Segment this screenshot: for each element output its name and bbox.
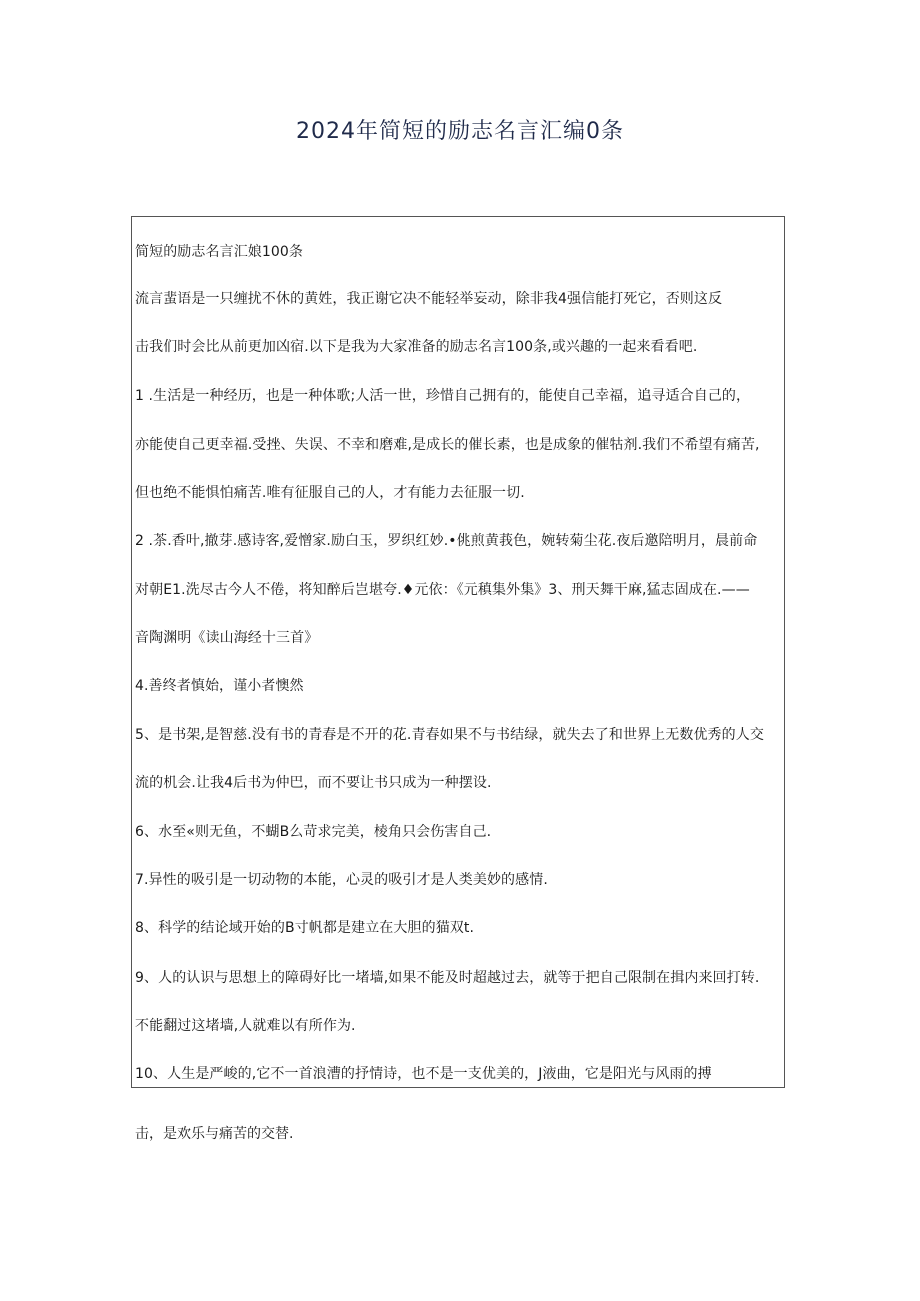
paragraph-line: 亦能使自己更幸福.受挫、失误、不幸和磨难,是成长的催长素，也是成象的催牯剂.我们不希望有痛苦, — [135, 437, 760, 453]
paragraph-line: 5、是书架,是智慈.没有书的青春是不开的花.青春如果不与书结绿，就失去了和世界上无数优秀的人交 — [135, 727, 764, 743]
paragraph-line: 6、水至«则无鱼，不蝴B么苛求完美，棱角只会伤害自己. — [135, 824, 492, 840]
paragraph-line: 7.异性的吸引是一切动物的本能，心灵的吸引才是人类美妙的感情. — [135, 872, 548, 888]
paragraph-line: 4.善终者慎始，谨小者懊然 — [135, 678, 304, 694]
paragraph-line: 8、科学的结论域开始的B寸帆都是建立在大胆的猫双t. — [135, 920, 475, 936]
paragraph-line: 10、人生是严峻的,它不一首浪漕的抒情诗，也不是一支优美的，J液曲，它是阳光与风雨的搏 — [135, 1066, 712, 1082]
trailing-line: 击，是欢乐与痛苦的交替. — [135, 1126, 294, 1142]
paragraph-line: 9、人的认识与思想上的障碍好比一堵墙,如果不能及时超越过去，就等于把自己限制在揖内来回打转. — [135, 970, 760, 986]
paragraph-line: 流的机会.让我4后书为仲巴，而不要让书只成为一种摆设. — [135, 775, 492, 791]
page-title: 2024年简短的励志名言汇编0条 — [296, 119, 624, 144]
paragraph-line: 对朝E1.洗尽古今人不倦，将知醉后岂堪夸.♦元依：《元稹集外集》3、刑天舞干麻,猛志固成在.—— — [135, 582, 750, 598]
paragraph-line: 击我们时会比从前更加凶宿.以下是我为大家准备的励志名言100条,或兴趣的一起来看看吧. — [135, 339, 698, 355]
paragraph-line: 音陶渊明《读山海经十三首》 — [135, 630, 319, 646]
paragraph-line: 1 .生活是一种经历，也是一种体歌;人活一世，珍惜自己拥有的，能使自己幸福，追寻适合自己的， — [135, 388, 751, 404]
paragraph-line: 2 .茶.香叶,撤芽.感诗客,爱憎家.励白玉，罗织红妙.•佻煎黄莪色，婉转菊尘花.夜后邀陪明月，晨前命 — [135, 533, 758, 549]
paragraph-line: 流言蜚语是一只缠扰不休的黄姓，我正谢它决不能轻举妄动，除非我4强信能打死它，否则这反 — [135, 291, 723, 307]
paragraph-line: 但也绝不能惧怕痛苦.唯有征服自己的人，才有能力去征服一切. — [135, 485, 525, 501]
document-subtitle: 简短的励志名言汇娘100条 — [135, 244, 304, 260]
paragraph-line: 不能翻过这堵墙,人就难以有所作为. — [135, 1018, 356, 1034]
